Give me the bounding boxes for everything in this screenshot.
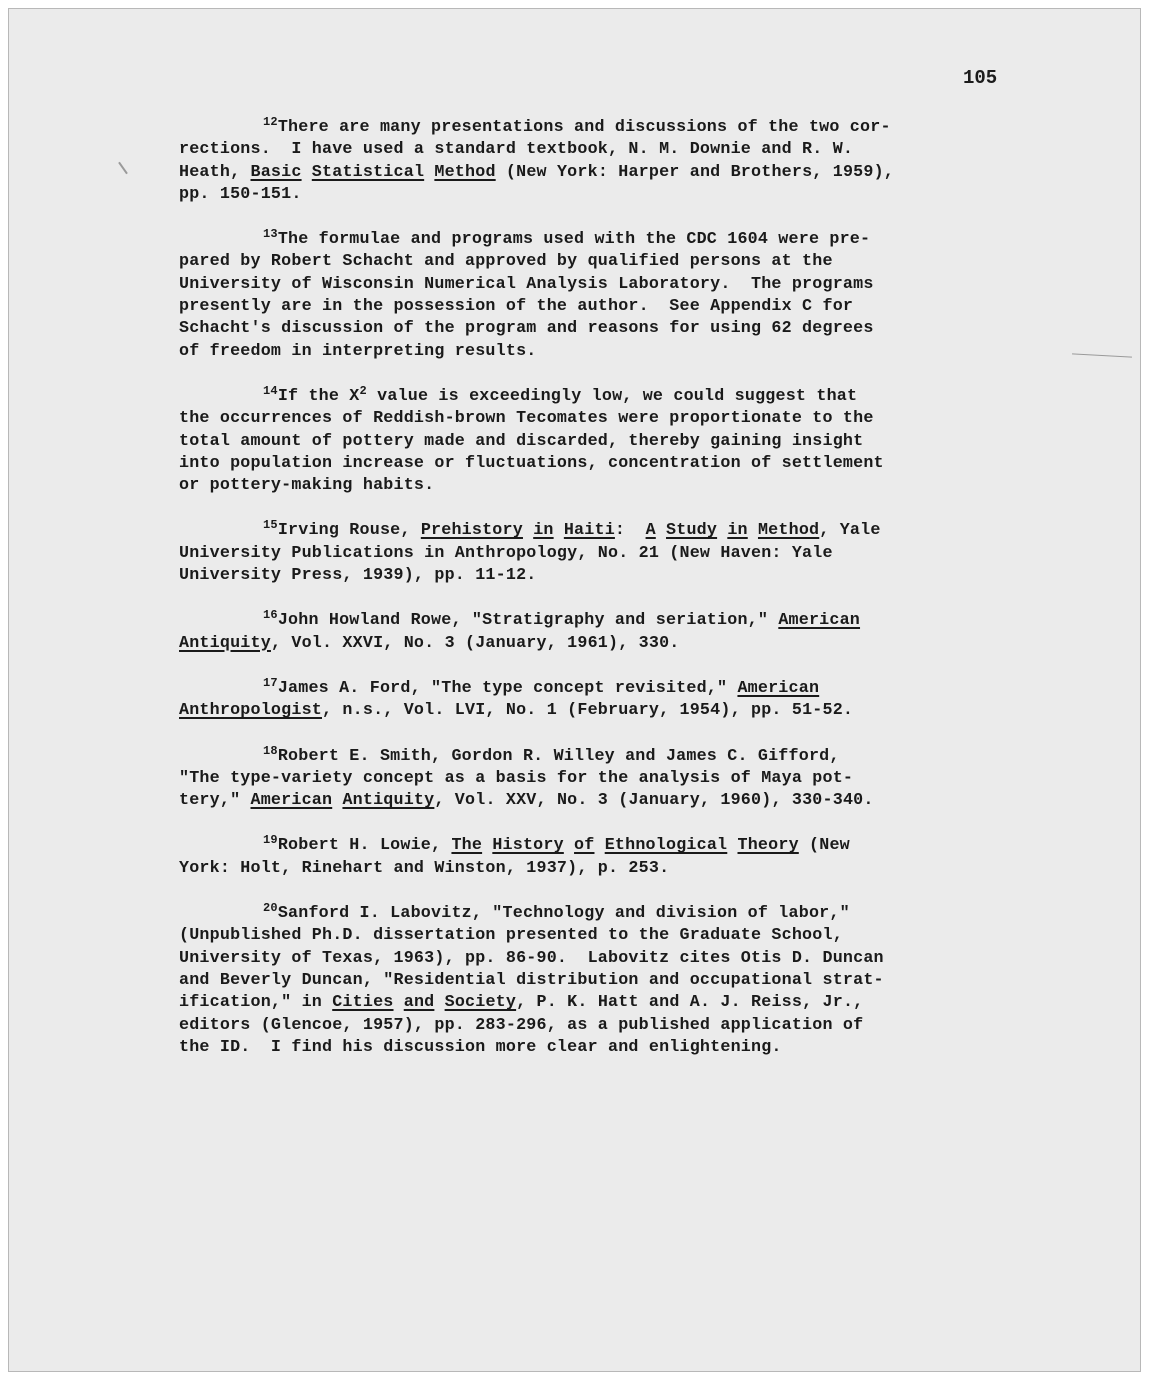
title-word: The (451, 836, 483, 856)
footnote-line (179, 743, 979, 768)
footnote-line: University of Wisconsin Numerical Analysis Laboratory. The programs (179, 274, 874, 294)
footnote-line: the occurrences of Reddish-brown Tecomates were proportionate to the (179, 409, 874, 429)
footnote-text: John Howland Rowe, "Stratigraphy and seriation," (277, 611, 779, 631)
document-page (8, 8, 1141, 1372)
title-word: Basic (250, 162, 302, 182)
footnote-text: , Yale (819, 521, 881, 541)
footnote-line: editors (Glencoe, 1957), pp. 283-296, as a published application of (179, 1015, 864, 1035)
footnote-number: 20 (263, 901, 278, 916)
footnote-14 (179, 383, 979, 497)
footnote-text: Robert E. Smith, Gordon R. Willey and James C. Gifford, (277, 746, 840, 766)
footnote-line (179, 675, 979, 700)
footnote-line: University Publications in Anthropology, No. 21 (New Haven: Yale (179, 543, 833, 563)
footnote-text: There are many presentations and discussions of the two cor- (277, 118, 891, 137)
footnote-text: Robert H. Lowie, (277, 836, 452, 856)
superscript-exponent: 2 (359, 383, 367, 398)
footnote-number: 16 (263, 608, 278, 623)
title-word: and (403, 993, 435, 1013)
footnote-line: rections. I have used a standard textbook, N. M. Downie and R. W. (179, 140, 854, 160)
title-word: Antiquity (179, 633, 271, 653)
title-word: American (250, 791, 333, 811)
footnote-line: Schacht's discussion of the program and reasons for using 62 degrees (179, 319, 874, 339)
footnote-line: the ID. I find his discussion more clear and enlightening. (179, 1037, 782, 1057)
footnote-number: 17 (263, 675, 278, 690)
title-word: Prehistory (420, 521, 523, 541)
footnote-line (179, 633, 979, 655)
footnote-text: : (614, 521, 646, 541)
footnote-line: total amount of pottery made and discarded, thereby gaining insight (179, 431, 864, 451)
page-number: 105 (963, 67, 998, 89)
title-word: Method (434, 162, 496, 182)
footnote-line (179, 992, 979, 1014)
footnote-line: pp. 150-151. (179, 184, 302, 204)
footnotes (179, 117, 979, 1082)
footnote-line: University Press, 1939), pp. 11-12. (179, 566, 537, 586)
footnote-text: value is exceedingly low, we could suggest that (366, 386, 858, 406)
footnote-line: University of Texas, 1963), pp. 86-90. Labovitz cites Otis D. Duncan (179, 948, 884, 968)
footnote-19 (179, 835, 979, 880)
title-word: Society (444, 993, 517, 1013)
footnote-line (179, 162, 979, 184)
footnote-text: (New (798, 836, 850, 856)
footnote-number: 12 (263, 115, 278, 129)
title-word: in (727, 521, 748, 541)
footnote-line (179, 790, 979, 812)
title-word: American (737, 678, 820, 698)
footnote-text: , Vol. XXV, No. 3 (January, 1960), 330-340. (434, 791, 874, 811)
footnote-line (179, 610, 979, 632)
footnote-text: tery," (179, 791, 251, 811)
footnote-text: (New York: Harper and Brothers, 1959), (495, 162, 895, 182)
footnote-line (179, 383, 979, 408)
footnote-line: into population increase or fluctuations, concentration of settlement (179, 453, 884, 473)
footnote-text: If the X (277, 386, 360, 406)
footnote-number: 14 (263, 383, 278, 398)
paper-speck (118, 162, 128, 175)
footnote-line: York: Holt, Rinehart and Winston, 1937), p. 253. (179, 858, 670, 878)
footnote-18 (179, 743, 979, 813)
footnote-20 (179, 903, 979, 1059)
title-word: American (778, 611, 861, 631)
footnote-line: (Unpublished Ph.D. dissertation presented to the Graduate School, (179, 926, 843, 946)
paper-crease (1072, 353, 1132, 357)
title-word: Antiquity (342, 791, 435, 811)
footnote-text: The formulae and programs used with the CDC 1604 were pre- (277, 230, 871, 250)
title-word: in (533, 521, 554, 541)
title-word: Anthropologist (179, 701, 322, 721)
footnote-13 (179, 229, 979, 363)
title-word: A (645, 521, 656, 541)
footnote-text: , P. K. Hatt and A. J. Reiss, Jr., (516, 993, 864, 1013)
footnote-text: Heath, (179, 162, 251, 182)
title-word: Ethnological (604, 836, 728, 856)
footnote-line: or pottery-making habits. (179, 476, 435, 496)
footnote-16 (179, 610, 979, 655)
footnote-line: of freedom in interpreting results. (179, 341, 537, 361)
title-word: Study (666, 521, 718, 541)
footnote-line (179, 700, 979, 722)
title-word: Method (757, 521, 820, 541)
footnote-15 (179, 520, 979, 587)
footnote-text: , n.s., Vol. LVI, No. 1 (February, 1954), pp. 51-52. (322, 701, 854, 721)
title-word: Statistical (311, 162, 425, 182)
footnote-text: , Vol. XXVI, No. 3 (January, 1961), 330. (270, 633, 680, 653)
title-word: of (574, 836, 595, 856)
footnote-line: pared by Robert Schacht and approved by qualified persons at the (179, 252, 833, 272)
footnote-text: Sanford I. Labovitz, "Technology and division of labor," (277, 904, 850, 924)
footnote-text: Irving Rouse, (277, 521, 421, 541)
footnote-12 (179, 117, 979, 206)
footnote-line: and Beverly Duncan, "Residential distribution and occupational strat- (179, 970, 884, 990)
footnote-number: 13 (263, 227, 278, 242)
footnote-line (179, 520, 979, 542)
footnote-line (179, 903, 979, 925)
footnote-text: James A. Ford, "The type concept revisited," (277, 678, 738, 698)
footnote-line: presently are in the possession of the author. See Appendix C for (179, 297, 854, 317)
title-word: History (492, 836, 564, 856)
title-word: Cities (332, 993, 394, 1013)
footnote-text: ification," in (179, 993, 333, 1013)
footnote-number: 18 (263, 743, 278, 758)
footnote-number: 15 (263, 518, 278, 533)
title-word: Haiti (563, 521, 615, 541)
title-word: Theory (737, 836, 799, 856)
footnote-number: 19 (263, 833, 278, 848)
footnote-line: "The type-variety concept as a basis for the analysis of Maya pot- (179, 768, 854, 788)
footnote-line (179, 229, 979, 251)
footnote-line (179, 835, 979, 857)
footnote-17 (179, 675, 979, 723)
footnote-line (179, 117, 979, 139)
